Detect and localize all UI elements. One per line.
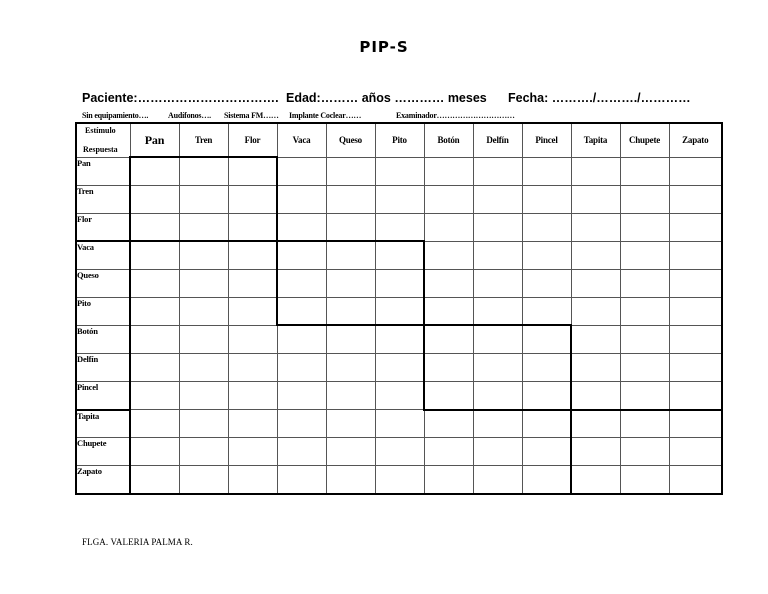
response-cell[interactable] (473, 325, 522, 353)
edad-field[interactable]: Edad:……… años ………… meses (286, 91, 487, 105)
response-cell[interactable] (326, 241, 375, 269)
response-cell[interactable] (277, 241, 326, 269)
header-row (76, 123, 722, 157)
response-cell[interactable] (277, 410, 326, 438)
column-header: Queso (326, 123, 375, 157)
response-cell[interactable] (571, 269, 620, 297)
response-cell[interactable] (179, 438, 228, 466)
response-cell[interactable] (277, 297, 326, 325)
response-cell[interactable] (375, 410, 424, 438)
response-cell[interactable] (522, 410, 571, 438)
column-header: Pan (130, 123, 179, 157)
response-cell[interactable] (375, 185, 424, 213)
response-cell[interactable] (424, 382, 473, 410)
column-header: Pincel (522, 123, 571, 157)
response-cell[interactable] (669, 213, 722, 241)
response-cell[interactable] (228, 325, 277, 353)
response-cell[interactable] (571, 438, 620, 466)
response-cell[interactable] (326, 185, 375, 213)
response-cell[interactable] (130, 410, 179, 438)
response-cell[interactable] (473, 382, 522, 410)
response-cell[interactable] (424, 325, 473, 353)
response-cell[interactable] (179, 185, 228, 213)
response-cell[interactable] (522, 382, 571, 410)
response-cell[interactable] (424, 269, 473, 297)
response-cell[interactable] (473, 185, 522, 213)
table-row (76, 269, 722, 297)
response-cell[interactable] (277, 325, 326, 353)
fecha-field[interactable]: Fecha: ………./………./………… (508, 91, 691, 105)
response-cell[interactable] (424, 213, 473, 241)
response-cell[interactable] (228, 157, 277, 185)
response-cell[interactable] (130, 269, 179, 297)
row-label: Delfín (76, 354, 130, 382)
response-cell[interactable] (620, 157, 669, 185)
table-row (76, 157, 722, 185)
row-label: Chupete (76, 438, 130, 466)
response-cell[interactable] (375, 466, 424, 494)
response-cell[interactable] (375, 213, 424, 241)
column-header: Delfín (473, 123, 522, 157)
response-cell[interactable] (326, 213, 375, 241)
sistema-fm-field[interactable]: Sistema FM…… (224, 111, 279, 120)
response-cell[interactable] (375, 297, 424, 325)
response-cell[interactable] (522, 297, 571, 325)
table-row (76, 213, 722, 241)
table-row (76, 325, 722, 353)
table-row (76, 185, 722, 213)
column-header: Tapita (571, 123, 620, 157)
response-cell[interactable] (326, 382, 375, 410)
response-cell[interactable] (228, 297, 277, 325)
response-cell[interactable] (620, 325, 669, 353)
response-cell[interactable] (669, 325, 722, 353)
table-row (76, 410, 722, 438)
response-cell[interactable] (669, 157, 722, 185)
response-cell[interactable] (326, 410, 375, 438)
response-cell[interactable] (375, 354, 424, 382)
response-cell[interactable] (571, 382, 620, 410)
response-cell[interactable] (571, 297, 620, 325)
sin-equipamiento-field[interactable]: Sin equipamiento…. (82, 111, 149, 120)
response-cell[interactable] (326, 325, 375, 353)
audifonos-field[interactable]: Audífonos…. (168, 111, 211, 120)
row-label: Botón (76, 325, 130, 353)
response-cell[interactable] (669, 297, 722, 325)
response-cell[interactable] (228, 241, 277, 269)
response-cell[interactable] (228, 354, 277, 382)
response-cell[interactable] (277, 269, 326, 297)
row-label: Tren (76, 185, 130, 213)
response-cell[interactable] (228, 466, 277, 494)
response-cell[interactable] (620, 297, 669, 325)
equipment-line (82, 111, 722, 121)
response-cell[interactable] (669, 185, 722, 213)
column-header: Zapato (669, 123, 722, 157)
response-cell[interactable] (522, 241, 571, 269)
response-cell[interactable] (473, 213, 522, 241)
row-label: Flor (76, 213, 130, 241)
response-cell[interactable] (179, 241, 228, 269)
response-cell[interactable] (277, 157, 326, 185)
response-cell[interactable] (571, 213, 620, 241)
response-cell[interactable] (620, 382, 669, 410)
response-cell[interactable] (375, 157, 424, 185)
table-row (76, 297, 722, 325)
response-cell[interactable] (522, 438, 571, 466)
response-cell[interactable] (228, 438, 277, 466)
response-cell[interactable] (326, 438, 375, 466)
response-cell[interactable] (179, 325, 228, 353)
response-cell[interactable] (669, 269, 722, 297)
table-row (76, 241, 722, 269)
response-cell[interactable] (522, 213, 571, 241)
response-cell[interactable] (424, 466, 473, 494)
response-cell[interactable] (228, 269, 277, 297)
column-header: Vaca (277, 123, 326, 157)
response-cell[interactable] (179, 382, 228, 410)
response-cell[interactable] (571, 354, 620, 382)
response-cell[interactable] (620, 185, 669, 213)
response-cell[interactable] (179, 213, 228, 241)
response-cell[interactable] (326, 297, 375, 325)
row-label: Queso (76, 269, 130, 297)
response-cell[interactable] (473, 438, 522, 466)
response-cell[interactable] (179, 410, 228, 438)
patient-info-line (82, 91, 722, 107)
response-cell[interactable] (130, 325, 179, 353)
response-label: Respuesta (83, 144, 118, 154)
response-cell[interactable] (424, 241, 473, 269)
response-cell[interactable] (277, 185, 326, 213)
response-cell[interactable] (130, 185, 179, 213)
response-cell[interactable] (571, 325, 620, 353)
response-cell[interactable] (326, 269, 375, 297)
response-cell[interactable] (130, 466, 179, 494)
row-label: Pan (76, 157, 130, 185)
response-cell[interactable] (620, 410, 669, 438)
response-cell[interactable] (326, 157, 375, 185)
response-cell[interactable] (620, 438, 669, 466)
response-cell[interactable] (179, 269, 228, 297)
response-cell[interactable] (522, 185, 571, 213)
column-header: Tren (179, 123, 228, 157)
response-cell[interactable] (522, 466, 571, 494)
examinador-field[interactable]: Examinador………………………… (396, 111, 515, 120)
response-cell[interactable] (277, 438, 326, 466)
response-cell[interactable] (473, 297, 522, 325)
table-row (76, 438, 722, 466)
response-cell[interactable] (571, 241, 620, 269)
row-label: Pincel (76, 382, 130, 410)
response-cell[interactable] (522, 325, 571, 353)
response-cell[interactable] (130, 354, 179, 382)
stimulus-response-table (75, 122, 723, 495)
table-row (76, 354, 722, 382)
response-cell[interactable] (620, 354, 669, 382)
footer-author: FLGA. VALERIA PALMA R. (82, 537, 193, 547)
response-cell[interactable] (424, 297, 473, 325)
response-cell[interactable] (228, 185, 277, 213)
paciente-field[interactable]: Paciente:……………………………. (82, 91, 279, 105)
response-cell[interactable] (130, 438, 179, 466)
response-cell[interactable] (228, 213, 277, 241)
response-cell[interactable] (620, 466, 669, 494)
response-cell[interactable] (473, 410, 522, 438)
page-title: PIP-S (359, 38, 409, 56)
response-cell[interactable] (669, 466, 722, 494)
response-cell[interactable] (473, 466, 522, 494)
response-cell[interactable] (669, 410, 722, 438)
response-cell[interactable] (375, 382, 424, 410)
response-cell[interactable] (473, 269, 522, 297)
response-cell[interactable] (522, 157, 571, 185)
response-cell[interactable] (326, 466, 375, 494)
response-cell[interactable] (130, 297, 179, 325)
response-cell[interactable] (669, 354, 722, 382)
response-cell[interactable] (277, 213, 326, 241)
response-cell[interactable] (669, 438, 722, 466)
row-label: Tapita (76, 410, 130, 438)
table-row (76, 466, 722, 494)
response-cell[interactable] (228, 382, 277, 410)
response-cell[interactable] (130, 382, 179, 410)
corner-cell (76, 123, 130, 157)
response-cell[interactable] (326, 354, 375, 382)
response-cell[interactable] (473, 157, 522, 185)
response-cell[interactable] (130, 241, 179, 269)
response-cell[interactable] (473, 354, 522, 382)
response-cell[interactable] (375, 325, 424, 353)
column-header: Flor (228, 123, 277, 157)
response-cell[interactable] (179, 157, 228, 185)
response-cell[interactable] (277, 382, 326, 410)
response-cell[interactable] (424, 354, 473, 382)
response-cell[interactable] (375, 269, 424, 297)
implante-coclear-field[interactable]: Implante Coclear…… (289, 111, 362, 120)
response-cell[interactable] (228, 410, 277, 438)
response-cell[interactable] (375, 438, 424, 466)
response-cell[interactable] (571, 185, 620, 213)
response-cell[interactable] (571, 157, 620, 185)
table-row (76, 382, 722, 410)
row-label: Zapato (76, 466, 130, 494)
column-header: Chupete (620, 123, 669, 157)
response-cell[interactable] (130, 213, 179, 241)
response-cell[interactable] (179, 354, 228, 382)
response-cell[interactable] (669, 382, 722, 410)
response-cell[interactable] (424, 185, 473, 213)
column-header: Pito (375, 123, 424, 157)
response-cell[interactable] (179, 297, 228, 325)
response-cell[interactable] (620, 241, 669, 269)
response-cell[interactable] (277, 466, 326, 494)
response-cell[interactable] (424, 157, 473, 185)
response-cell[interactable] (277, 354, 326, 382)
response-cell[interactable] (473, 241, 522, 269)
response-cell[interactable] (424, 410, 473, 438)
response-cell[interactable] (424, 438, 473, 466)
response-cell[interactable] (571, 466, 620, 494)
response-cell[interactable] (130, 157, 179, 185)
response-cell[interactable] (179, 466, 228, 494)
response-cell[interactable] (522, 269, 571, 297)
response-cell[interactable] (620, 269, 669, 297)
response-cell[interactable] (571, 410, 620, 438)
response-cell[interactable] (522, 354, 571, 382)
response-cell[interactable] (669, 241, 722, 269)
row-label: Pito (76, 297, 130, 325)
response-cell[interactable] (620, 213, 669, 241)
column-header: Botón (424, 123, 473, 157)
response-cell[interactable] (375, 241, 424, 269)
stimulus-label: Estímulo (85, 126, 116, 135)
row-label: Vaca (76, 241, 130, 269)
